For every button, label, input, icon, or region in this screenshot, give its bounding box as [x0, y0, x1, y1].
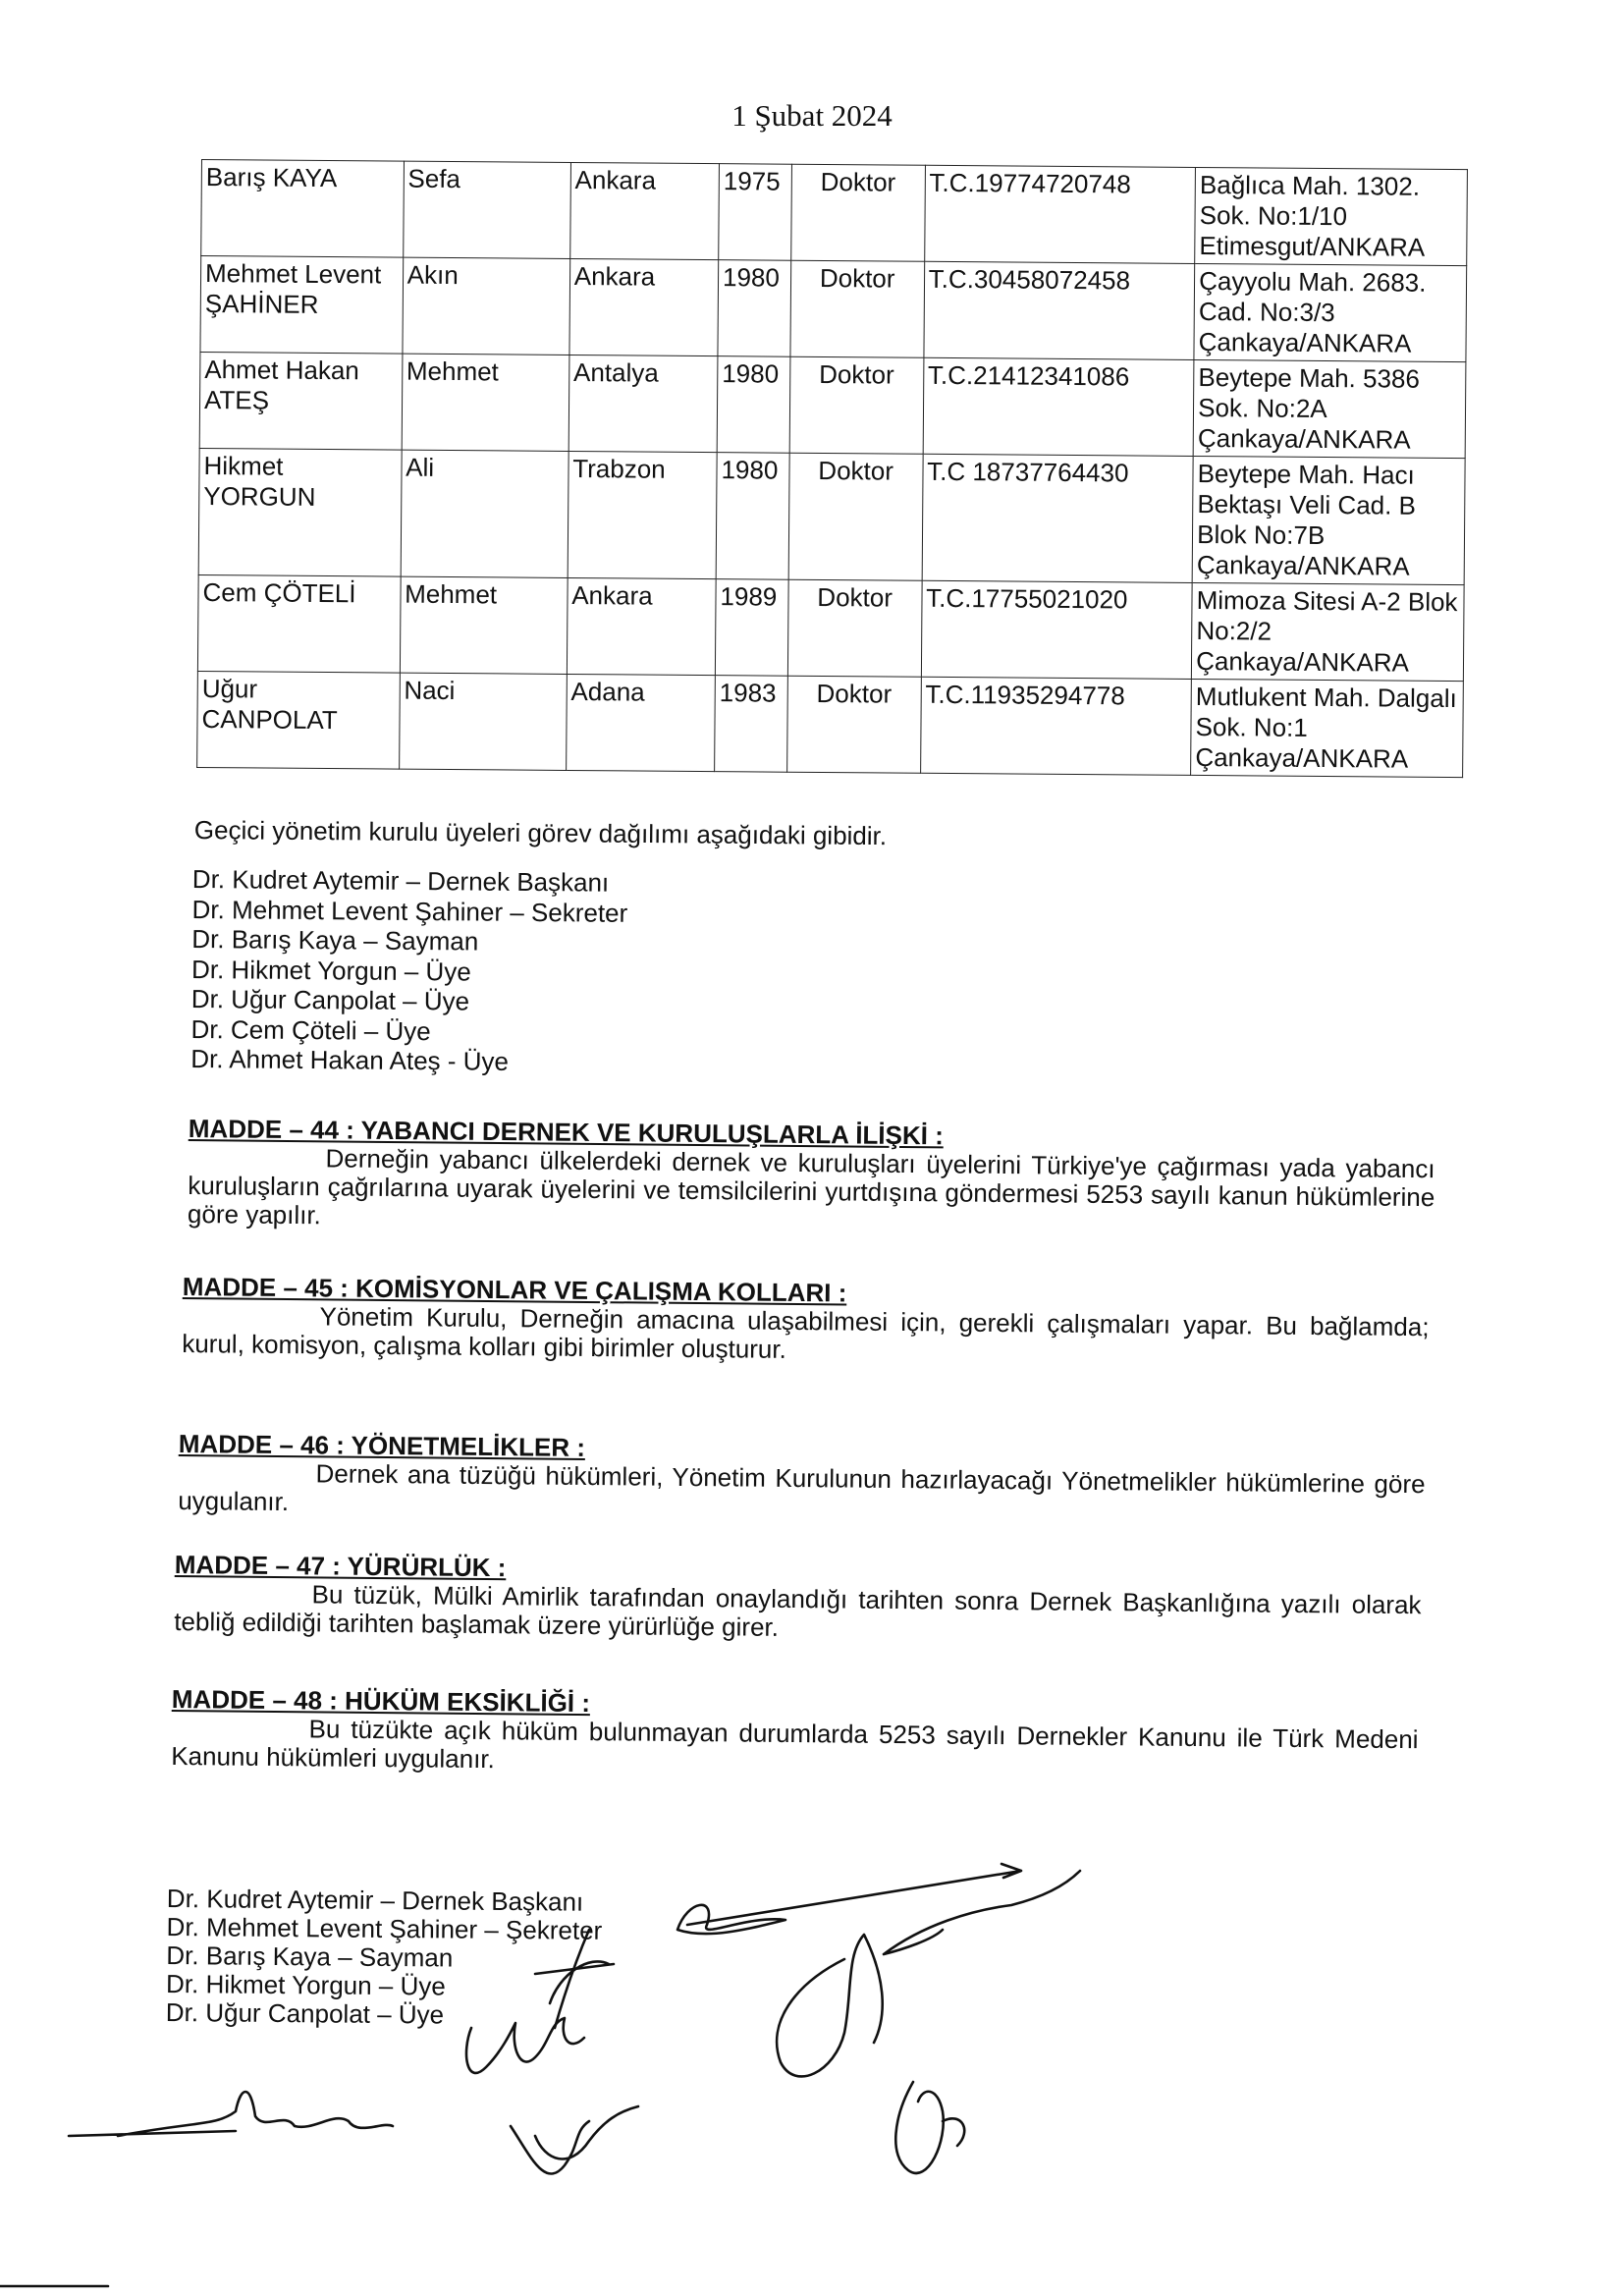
member-id-number: T.C 18737764430: [922, 454, 1193, 582]
member-father-name: Ali: [401, 450, 568, 577]
signature-ugur-canpolat: [69, 2092, 393, 2136]
member-address: Beytepe Mah. Hacı Bektaşı Veli Cad. B Blok No:7B Çankaya/ANKARA: [1192, 456, 1465, 584]
signature-cem-coteli: [511, 2106, 638, 2174]
list-item: Dr. Hikmet Yorgun – Üye: [190, 954, 471, 986]
article-body: Dernek ana tüzüğü hükümleri, Yönetim Kurulunun hazırlayacağı Yönetmelikler hükümlerine göre uygulanır.: [178, 1458, 1426, 1517]
member-occupation: Doktor: [790, 164, 925, 261]
member-birthplace: Adana: [566, 674, 715, 771]
member-name: Uğur CANPOLAT: [197, 671, 400, 769]
article-body: Yönetim Kurulu, Derneğin amacına ulaşabilmesi için, gerekli çalışmaları yapar. Bu bağlamda; kurul, komisyon, çalışma kolları gibi birimler oluşturur.: [182, 1301, 1430, 1364]
member-name: Cem ÇÖTELİ: [197, 574, 400, 673]
member-occupation: Doktor: [790, 260, 925, 357]
list-item: Dr. Hikmet Yorgun – Üye: [165, 1968, 446, 2001]
article-body: Bu tüzük, Mülki Amirlik tarafından onaylandığı tarihten sonra Dernek Başkanlığına yazılı olarak tebliğ edildiği tarihten başlamak üzere yürürlüğe girer.: [174, 1579, 1422, 1642]
signature-baris-kaya: [535, 1930, 614, 2028]
member-name: Hikmet YORGUN: [198, 448, 402, 576]
signature-levent-sahiner: [777, 1871, 1080, 2076]
member-address: Bağlıca Mah. 1302. Sok. No:1/10 Etimesgut/ANKARA: [1195, 167, 1468, 265]
member-birth-year: 1983: [715, 676, 787, 773]
list-item: Dr. Barış Kaya – Sayman: [166, 1940, 454, 1973]
article-title: MADDE – 48 : HÜKÜM EKSİKLİĞİ :: [171, 1684, 591, 1719]
member-father-name: Akın: [403, 257, 570, 355]
member-address: Mimoza Sitesi A-2 Blok No:2/2 Çankaya/ANKARA: [1192, 582, 1465, 681]
member-birthplace: Ankara: [567, 577, 716, 675]
signature-kudret-aytemir: [677, 1864, 1021, 1934]
member-id-number: T.C.17755021020: [921, 580, 1192, 679]
member-birth-year: 1980: [717, 356, 789, 454]
member-name: Ahmet Hakan ATEŞ: [199, 352, 402, 450]
member-father-name: Mehmet: [402, 354, 569, 451]
list-item: Dr. Barış Kaya – Sayman: [191, 923, 479, 956]
article-title: MADDE – 45 : KOMİSYONLAR VE ÇALIŞMA KOLLARI :: [182, 1272, 847, 1308]
member-address: Beytepe Mah. 5386 Sok. No:2A Çankaya/ANKARA: [1193, 359, 1466, 458]
member-birth-year: 1980: [716, 453, 789, 580]
member-birthplace: Ankara: [569, 258, 719, 355]
member-occupation: Doktor: [789, 356, 924, 454]
member-name: Mehmet Levent ŞAHİNER: [200, 256, 403, 355]
member-id-number: T.C.11935294778: [920, 677, 1191, 775]
signature-hikmet-yorgun: [466, 2018, 584, 2073]
member-address: Çayyolu Mah. 2683. Cad. No:3/3 Çankaya/ANKARA: [1194, 263, 1467, 361]
member-occupation: Doktor: [788, 453, 923, 580]
member-birthplace: Trabzon: [568, 451, 717, 578]
list-item: Dr. Kudret Aytemir – Dernek Başkanı: [191, 864, 610, 898]
member-occupation: Doktor: [786, 676, 921, 773]
list-item: Dr. Cem Çöteli – Üye: [190, 1013, 431, 1046]
member-id-number: T.C.30458072458: [924, 261, 1195, 359]
member-birthplace: Antalya: [568, 355, 718, 452]
signature-ahmet-hakan-ates: [895, 2082, 964, 2173]
member-name: Barış KAYA: [201, 160, 404, 258]
member-id-number: T.C.21412341086: [923, 357, 1194, 456]
list-item: Dr. Uğur Canpolat – Üye: [190, 983, 470, 1016]
member-father-name: Sefa: [403, 161, 570, 258]
list-item: Dr. Mehmet Levent Şahiner – Sekreter: [191, 894, 628, 928]
member-father-name: Mehmet: [400, 576, 568, 674]
list-item: Dr. Mehmet Levent Şahiner – Şekreter: [166, 1911, 603, 1945]
board-intro: Geçici yönetim kurulu üyeleri görev dağılımı aşağıdaki gibidir.: [193, 815, 888, 851]
member-occupation: Doktor: [787, 579, 922, 677]
article-title: MADDE – 44 : YABANCI DERNEK VE KURULUŞLARLA İLİŞKİ :: [188, 1114, 944, 1151]
member-birth-year: 1989: [715, 579, 787, 677]
article-title: MADDE – 46 : YÖNETMELİKLER :: [178, 1429, 586, 1462]
member-birth-year: 1975: [719, 164, 791, 261]
article-body: Derneğin yabancı ülkelerdeki dernek ve kuruluşları üyelerini Türkiye'ye çağırması yada yabancı kuruluşların çağrılarına uyarak üyelerini ve temsilcilerini yurtdışına göndermesi 5253 sayılı kanun hükümlerine göre yapılır.: [187, 1143, 1435, 1230]
article-body: Bu tüzükte açık hüküm bulunmayan durumlarda 5253 sayılı Dernekler Kanunu ile Türk Medeni Kanunu hükümleri uygulanır.: [171, 1714, 1419, 1775]
member-birth-year: 1980: [718, 260, 790, 357]
list-item: Dr. Ahmet Hakan Ateş - Üye: [190, 1043, 510, 1076]
member-address: Mutlukent Mah. Dalgalı Sok. No:1 Çankaya/ANKARA: [1191, 679, 1464, 777]
document-date: 1 Şubat 2024: [731, 98, 893, 133]
member-father-name: Naci: [399, 673, 567, 770]
article-title: MADDE – 47 : YÜRÜRLÜK :: [174, 1550, 507, 1583]
list-item: Dr. Uğur Canpolat – Üye: [165, 1996, 445, 2030]
member-id-number: T.C.19774720748: [924, 165, 1195, 263]
list-item: Dr. Kudret Aytemir – Dernek Başkanı: [166, 1884, 584, 1917]
member-birthplace: Ankara: [569, 162, 719, 259]
